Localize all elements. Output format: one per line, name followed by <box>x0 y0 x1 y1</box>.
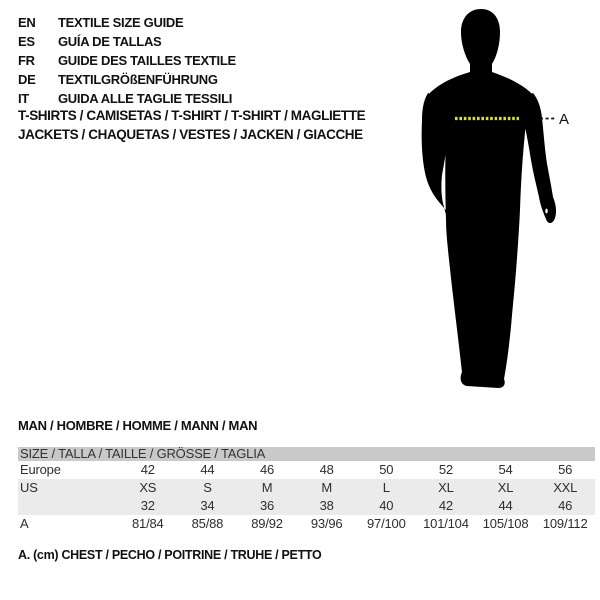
size-cell: 48 <box>319 462 334 477</box>
size-cell: 97/100 <box>367 516 406 531</box>
table-row <box>18 497 595 515</box>
size-table-header: SIZE / TALLA / TAILLE / GRÖSSE / TAGLIA <box>18 447 595 461</box>
language-code: IT <box>18 91 29 106</box>
size-cell: 105/108 <box>482 516 529 531</box>
table-row <box>18 461 595 479</box>
language-code: ES <box>18 34 35 49</box>
size-cell: 40 <box>357 497 417 515</box>
hand-highlight <box>545 209 547 214</box>
man-silhouette-figure <box>400 5 570 395</box>
size-table <box>18 447 595 533</box>
table-row <box>18 479 595 497</box>
size-cell: 42 <box>140 462 155 477</box>
language-label: TEXTILE SIZE GUIDE <box>58 15 184 30</box>
size-cell: 52 <box>438 462 453 477</box>
size-cell: 42 <box>416 497 476 515</box>
language-code: EN <box>18 15 36 30</box>
size-cell: 81/84 <box>132 516 164 531</box>
row-label: Europe <box>20 462 61 477</box>
table-row <box>18 515 595 533</box>
size-cell: XS <box>118 479 178 497</box>
size-cell: XXL <box>535 479 595 497</box>
language-label: TEXTILGRÖßENFÜHRUNG <box>58 72 218 87</box>
size-cell: 93/96 <box>310 516 343 531</box>
language-item <box>18 32 236 51</box>
language-code: DE <box>18 72 36 87</box>
size-cell: 44 <box>200 462 215 477</box>
size-cell: 50 <box>379 462 394 477</box>
row-label <box>18 497 118 515</box>
size-cell: 38 <box>297 497 357 515</box>
section-title-man: MAN / HOMBRE / HOMME / MANN / MAN <box>18 418 258 433</box>
size-table-body <box>18 461 595 533</box>
size-cell: XL <box>416 479 476 497</box>
language-label: GUIDA ALLE TAGLIE TESSILI <box>58 91 233 106</box>
row-label: A <box>20 516 29 531</box>
size-cell: 54 <box>498 462 513 477</box>
category-lines <box>18 106 365 144</box>
measurement-label-a: A <box>559 111 570 128</box>
category-line-jackets: JACKETS / CHAQUETAS / VESTES / JACKEN / GIACCHE <box>18 127 363 142</box>
language-code: FR <box>18 53 35 68</box>
language-label: GUIDE DES TAILLES TEXTILE <box>58 53 236 68</box>
size-table-header-row <box>18 447 595 461</box>
size-cell: M <box>237 479 297 497</box>
size-cell: 46 <box>260 462 275 477</box>
man-silhouette-body <box>428 9 533 388</box>
language-label: GUÍA DE TALLAS <box>58 34 162 49</box>
size-cell: 85/88 <box>191 516 224 531</box>
category-line-tshirts: T-SHIRTS / CAMISETAS / T-SHIRT / T-SHIRT / MAGLIETTE <box>18 108 366 123</box>
size-cell: 36 <box>237 497 297 515</box>
size-cell: 56 <box>558 462 573 477</box>
size-cell: 89/92 <box>251 516 283 531</box>
size-cell: L <box>357 479 417 497</box>
row-label: US <box>18 479 118 497</box>
language-item <box>18 13 236 32</box>
size-cell: M <box>297 479 357 497</box>
size-cell: 44 <box>476 497 536 515</box>
footnote-chest: A. (cm) CHEST / PECHO / POITRINE / TRUHE / PETTO <box>18 548 322 562</box>
size-cell: 32 <box>118 497 178 515</box>
language-guide-list <box>18 13 236 108</box>
language-item <box>18 70 236 89</box>
man-silhouette-right-arm <box>524 93 556 223</box>
size-cell: 34 <box>178 497 238 515</box>
language-item <box>18 51 236 70</box>
size-cell: 46 <box>535 497 595 515</box>
size-cell: S <box>178 479 238 497</box>
size-cell: 109/112 <box>542 516 588 531</box>
size-cell: XL <box>476 479 536 497</box>
size-cell: 101/104 <box>423 516 469 531</box>
